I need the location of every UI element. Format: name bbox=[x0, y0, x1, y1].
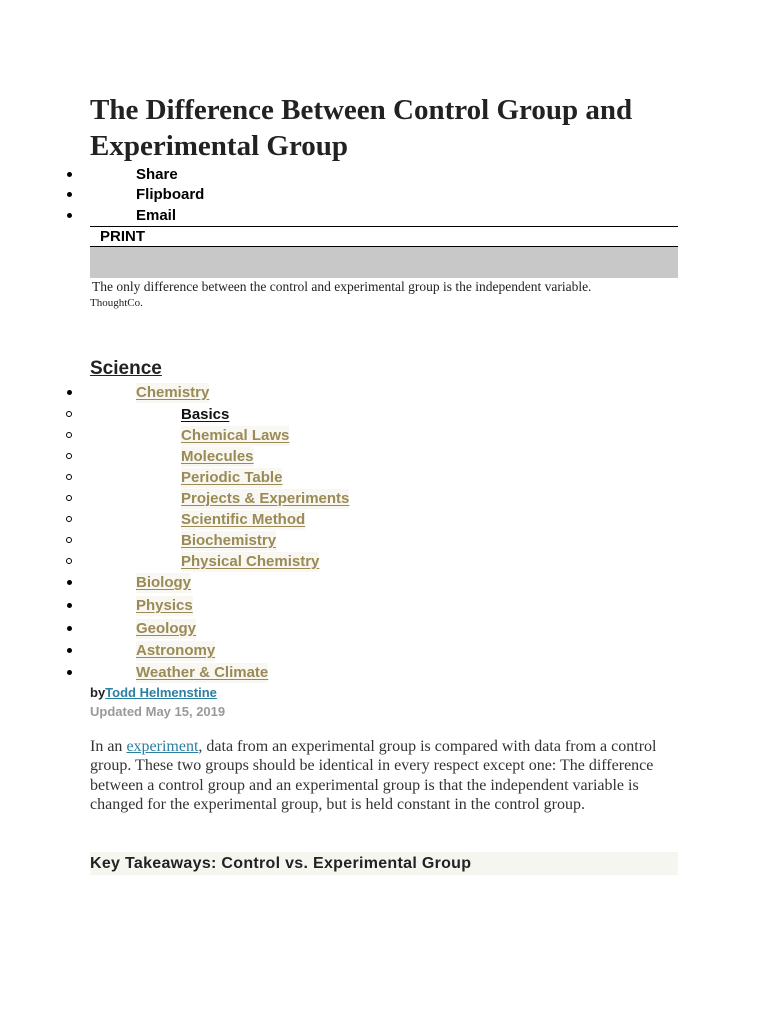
nav-link-weather-climate[interactable]: Weather & Climate bbox=[136, 664, 269, 681]
nav-subitem-basics[interactable] bbox=[0, 405, 700, 425]
nav-item-chemistry[interactable] bbox=[0, 383, 700, 403]
author-link[interactable]: Todd Helmenstine bbox=[105, 685, 217, 700]
nav-item-weather-climate[interactable] bbox=[0, 663, 700, 683]
nav-subitem-projects-experiments[interactable] bbox=[0, 489, 700, 509]
nav-subitem-biochemistry[interactable] bbox=[0, 531, 700, 551]
circle-bullet-icon bbox=[66, 495, 72, 501]
updated-date: Updated May 15, 2019 bbox=[90, 704, 226, 719]
nav-subitem-scientific-method[interactable] bbox=[0, 510, 700, 530]
circle-bullet-icon bbox=[66, 474, 72, 480]
share-label[interactable]: Share bbox=[136, 166, 178, 183]
intro-paragraph bbox=[90, 737, 682, 814]
bullet-icon bbox=[67, 213, 72, 218]
byline bbox=[90, 684, 217, 702]
circle-bullet-icon bbox=[66, 558, 72, 564]
bullet-icon bbox=[67, 172, 72, 177]
nav-link-molecules[interactable]: Molecules bbox=[181, 448, 254, 465]
nav-link-chemical-laws[interactable]: Chemical Laws bbox=[181, 427, 290, 444]
bullet-icon bbox=[67, 603, 72, 608]
nav-link-physical-chemistry[interactable]: Physical Chemistry bbox=[181, 553, 320, 570]
circle-bullet-icon bbox=[66, 453, 72, 459]
circle-bullet-icon bbox=[66, 411, 72, 417]
nav-item-biology[interactable] bbox=[0, 573, 700, 593]
nav-item-geology[interactable] bbox=[0, 619, 700, 639]
nav-item-astronomy[interactable] bbox=[0, 641, 700, 661]
circle-bullet-icon bbox=[66, 432, 72, 438]
nav-link-biology[interactable]: Biology bbox=[136, 574, 191, 591]
nav-subitem-periodic-table[interactable] bbox=[0, 468, 700, 488]
nav-link-geology[interactable]: Geology bbox=[136, 620, 197, 637]
article-title: The Difference Between Control Group and Experimental Group bbox=[90, 94, 633, 162]
key-takeaways-heading: Key Takeaways: Control vs. Experimental Group bbox=[90, 855, 472, 872]
intro-prefix: In an bbox=[90, 738, 127, 755]
nav-link-scientific-method[interactable]: Scientific Method bbox=[181, 511, 306, 528]
nav-link-astronomy[interactable]: Astronomy bbox=[136, 642, 216, 659]
image-placeholder bbox=[90, 247, 678, 278]
bullet-icon bbox=[67, 390, 72, 395]
nav-link-projects-experiments[interactable]: Projects & Experiments bbox=[181, 490, 350, 507]
nav-item-physics[interactable] bbox=[0, 596, 700, 616]
nav-link-basics[interactable]: Basics bbox=[181, 406, 230, 423]
bullet-icon bbox=[67, 648, 72, 653]
flipboard-item[interactable] bbox=[0, 185, 700, 205]
divider bbox=[90, 226, 678, 227]
figure-caption: The only difference between the control and experimental group is the independent variable. bbox=[92, 279, 592, 294]
byline-prefix: by bbox=[90, 685, 106, 700]
circle-bullet-icon bbox=[66, 516, 72, 522]
nav-link-biochemistry[interactable]: Biochemistry bbox=[181, 532, 277, 549]
experiment-link[interactable]: experiment bbox=[126, 738, 199, 755]
bullet-icon bbox=[67, 670, 72, 675]
print-button[interactable]: PRINT bbox=[100, 228, 145, 245]
nav-link-periodic-table[interactable]: Periodic Table bbox=[181, 469, 283, 486]
flipboard-label[interactable]: Flipboard bbox=[136, 186, 205, 203]
section-title[interactable]: Science bbox=[90, 358, 162, 379]
bullet-icon bbox=[67, 580, 72, 585]
nav-link-chemistry[interactable]: Chemistry bbox=[136, 384, 210, 401]
key-takeaways-box bbox=[90, 852, 678, 875]
email-item[interactable] bbox=[0, 206, 700, 226]
share-item[interactable] bbox=[0, 165, 700, 185]
nav-link-physics[interactable]: Physics bbox=[136, 597, 193, 614]
circle-bullet-icon bbox=[66, 537, 72, 543]
intro-text: , data from an experimental group is compared with data from a control group. These two groups should be identical in every respect except one: The difference between a control group and an experimental group is that the independent variable is changed for the experimental group, but is held constant in the control group. bbox=[90, 738, 657, 813]
nav-subitem-chemical-laws[interactable] bbox=[0, 426, 700, 446]
nav-subitem-molecules[interactable] bbox=[0, 447, 700, 467]
email-label[interactable]: Email bbox=[136, 207, 177, 224]
bullet-icon bbox=[67, 192, 72, 197]
bullet-icon bbox=[67, 626, 72, 631]
figure-credit: ThoughtCo. bbox=[90, 297, 143, 309]
nav-subitem-physical-chemistry[interactable] bbox=[0, 552, 700, 572]
